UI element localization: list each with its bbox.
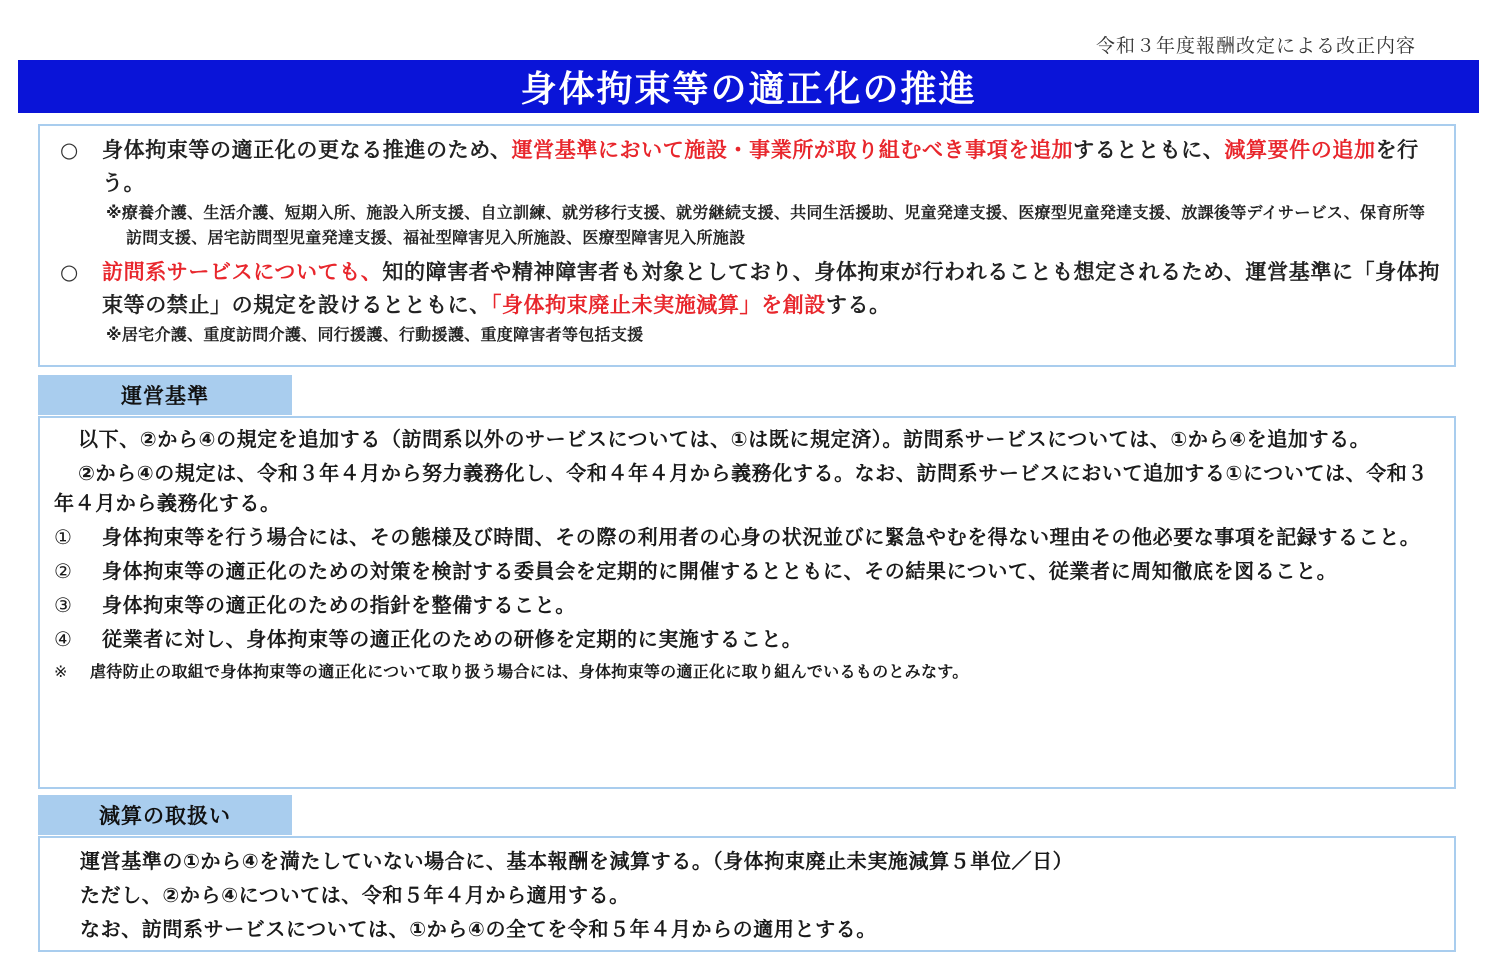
reduction-line: 運営基準の①から④を満たしていない場合に、基本報酬を減算する。（身体拘束廃止未実施減算５単位／日） [80,849,1074,873]
bullet-circle-icon: ○ [60,138,79,162]
item-number: ④ [54,627,73,651]
operations-item [54,522,1442,552]
item-number: ① [54,525,73,549]
item-number: ③ [54,593,73,617]
reduction-line: なお、訪問系サービスについては、①から④の全てを令和５年４月からの適用とする。 [80,917,877,941]
item-text: 身体拘束等を行う場合には、その態様及び時間、その際の利用者の心身の状況並びに緊急やむを得ない理由その他必要な事項を記録すること。 [102,525,1421,549]
intro-box [38,124,1456,367]
intro-bullet-1 [54,134,1440,200]
bullet2-highlight-b: 「身体拘束廃止未実施減算」を創設 [490,293,826,317]
bullet2-text-b: する。 [825,293,891,317]
reduction-box [38,836,1456,952]
operations-box [38,416,1456,789]
section-tab-operations: 運営基準 [38,375,292,415]
intro-note-1: ※療養介護、生活介護、短期入所、施設入所支援、自立訓練、就労移行支援、就労継続支援、共同生活援助、児童発達支援、医療型児童発達支援、放課後等デイサービス、保育所等訪問支援、居宅訪問型児童発達支援、福祉型障害児入所施設、医療型障害児入所施設 [106,203,1426,247]
operations-note-text: 虐待防止の取組で身体拘束等の適正化について取り扱う場合には、身体拘束等の適正化に取り組んでいるものとみなす。 [90,662,969,681]
bullet1-text-b: するとともに、 [1073,138,1225,162]
intro-bullet-2 [54,256,1440,322]
item-text: 身体拘束等の適正化のための対策を検討する委員会を定期的に開催するとともに、その結果について、従業者に周知徹底を図ること。 [102,559,1338,583]
operations-paragraph-1: 以下、②から④の規定を追加する（訪問系以外のサービスについては、①は既に規定済）。訪問系サービスについては、①から④を追加する。 [78,427,1371,451]
operations-item [54,556,1442,586]
intro-note-2: ※居宅介護、重度訪問介護、同行援護、行動援護、重度障害者等包括支援 [106,325,644,344]
section-tab-reduction: 減算の取扱い [38,795,292,835]
page-title: 身体拘束等の適正化の推進 [18,60,1479,113]
reduction-line: ただし、②から④については、令和５年４月から適用する。 [80,883,630,907]
operations-paragraph-2: ②から④の規定は、令和３年４月から努力義務化し、令和４年４月から義務化する。なお、訪問系サービスにおいて追加する①については、令和３年４月から義務化する。 [54,461,1428,515]
bullet-circle-icon: ○ [60,260,79,284]
item-number: ② [54,559,73,583]
bullet2-text-a: 知的障害者や精神障害者も対象としており、身体拘束が行われることも想定されるため、運営基準に「身体拘束等の禁止」の規定を設けるとともに、 [102,260,1440,317]
operations-item [54,590,1442,620]
bullet1-text-c: を行う。 [102,138,1419,195]
revision-note: 令和３年度報酬改定による改正内容 [1095,35,1416,57]
bullet1-highlight-a: 運営基準において施設・事業所が取り組むべき事項を追加 [511,138,1074,162]
item-text: 身体拘束等の適正化のための指針を整備すること。 [102,593,576,617]
note-mark: ※ [54,662,68,681]
operations-item [54,624,1442,654]
bullet1-text-a: 身体拘束等の適正化の更なる推進のため、 [102,138,512,162]
operations-note [54,658,1442,686]
bullet2-highlight-a: 訪問系サービスについても、 [102,260,383,284]
item-text: 従業者に対し、身体拘束等の適正化のための研修を定期的に実施すること。 [102,627,803,651]
bullet1-highlight-b: 減算要件の追加 [1224,138,1376,162]
